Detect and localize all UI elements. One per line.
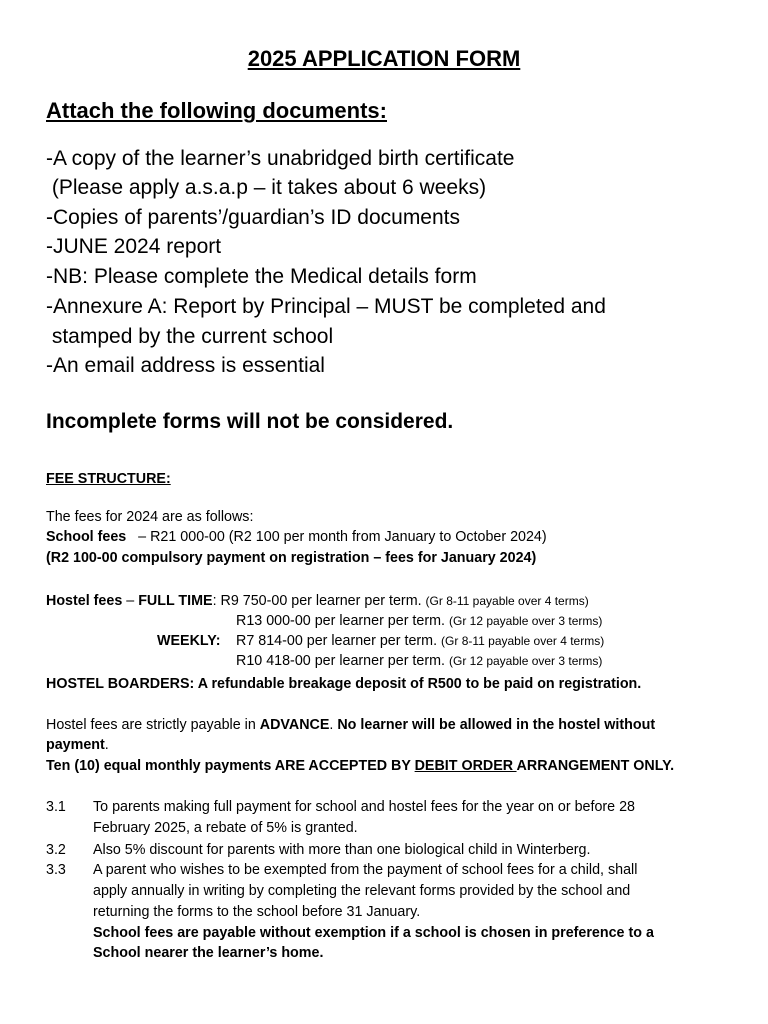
advance-word: ADVANCE <box>259 717 330 733</box>
page-title: 2025 APPLICATION FORM <box>247 46 521 71</box>
item-bold-text: School fees are payable without exemption if a school is chosen in preference to a <box>93 925 654 941</box>
hostel-fees-label: Hostel fees <box>46 593 123 609</box>
document-item: -A copy of the learner’s unabridged birth certificate <box>46 147 515 170</box>
item-text: February 2025, a rebate of 5% is granted. <box>93 820 358 836</box>
advance-text-2: . <box>329 717 338 733</box>
advance-payment-line <box>46 717 655 733</box>
full-time-note-2: (Gr 12 payable over 3 terms) <box>448 614 603 628</box>
weekly-note-2: (Gr 12 payable over 3 terms) <box>448 654 603 668</box>
fee-structure-heading: FEE STRUCTURE: <box>46 471 171 487</box>
incomplete-notice: Incomplete forms will not be considered. <box>46 410 454 433</box>
school-fees-line <box>46 529 547 545</box>
item-number: 3.3 <box>46 862 66 878</box>
document-item: (Please apply a.s.a.p – it takes about 6 weeks) <box>46 176 487 199</box>
fees-intro: The fees for 2024 are as follows: <box>46 509 254 525</box>
school-fees-text: – R21 000-00 (R2 100 per month from January to October 2024) <box>126 529 547 545</box>
advance-text-1: Hostel fees are strictly payable in <box>46 717 260 733</box>
item-text: apply annually in writing by completing the relevant forms provided by the school and <box>93 883 631 899</box>
debit-text-1: Ten (10) equal monthly payments ARE ACCEPTED BY <box>46 758 415 774</box>
hostel-full-time-line <box>46 593 589 609</box>
item-bold-text: School nearer the learner’s home. <box>93 945 324 961</box>
school-fees-label: School fees <box>46 529 127 545</box>
full-time-label: FULL TIME <box>138 593 213 609</box>
document-item: stamped by the current school <box>46 325 334 348</box>
document-item: -NB: Please complete the Medical details form <box>46 265 477 288</box>
attach-heading: Attach the following documents: <box>46 98 387 123</box>
document-item: -Annexure A: Report by Principal – MUST be completed and <box>46 295 606 318</box>
document-item: -Copies of parents’/guardian’s ID documents <box>46 206 461 229</box>
weekly-fee-2: R10 418-00 per learner per term. <box>236 653 449 669</box>
item-text: To parents making full payment for school and hostel fees for the year on or before 28 <box>93 799 636 815</box>
compulsory-payment: (R2 100-00 compulsory payment on registration – fees for January 2024) <box>46 550 537 566</box>
full-time-fee-1: : R9 750-00 per learner per term. <box>212 593 426 609</box>
item-text: Also 5% discount for parents with more than one biological child in Winterberg. <box>93 842 591 858</box>
weekly-label: WEEKLY: <box>157 633 221 649</box>
item-text: returning the forms to the school before 31 January. <box>93 904 421 920</box>
hostel-weekly-line-2 <box>236 653 602 669</box>
full-time-note-1: (Gr 8-11 payable over 4 terms) <box>425 594 589 608</box>
item-number: 3.2 <box>46 842 66 858</box>
advance-period: . <box>104 737 109 753</box>
debit-order-underlined: DEBIT ORDER <box>414 758 517 774</box>
document-item: -An email address is essential <box>46 354 325 377</box>
hostel-boarders-deposit: HOSTEL BOARDERS: A refundable breakage deposit of R500 to be paid on registration. <box>46 676 642 692</box>
weekly-note-1: (Gr 8-11 payable over 4 terms) <box>441 634 605 648</box>
document-item: -JUNE 2024 report <box>46 235 222 258</box>
item-number: 3.1 <box>46 799 66 815</box>
hostel-weekly-line-1 <box>236 633 604 649</box>
hostel-dash: – <box>122 593 139 609</box>
advance-payment-word: payment <box>46 737 105 753</box>
hostel-full-time-line-2 <box>236 613 602 629</box>
full-time-fee-2: R13 000-00 per learner per term. <box>236 613 449 629</box>
item-text: A parent who wishes to be exempted from the payment of school fees for a child, shall <box>93 862 638 878</box>
debit-order-line <box>46 758 674 774</box>
advance-payment-line-2 <box>46 737 109 753</box>
weekly-fee-1: R7 814-00 per learner per term. <box>236 633 442 649</box>
debit-text-2: ARRANGEMENT ONLY. <box>516 758 675 774</box>
advance-bold-text: No learner will be allowed in the hostel without <box>337 717 656 733</box>
